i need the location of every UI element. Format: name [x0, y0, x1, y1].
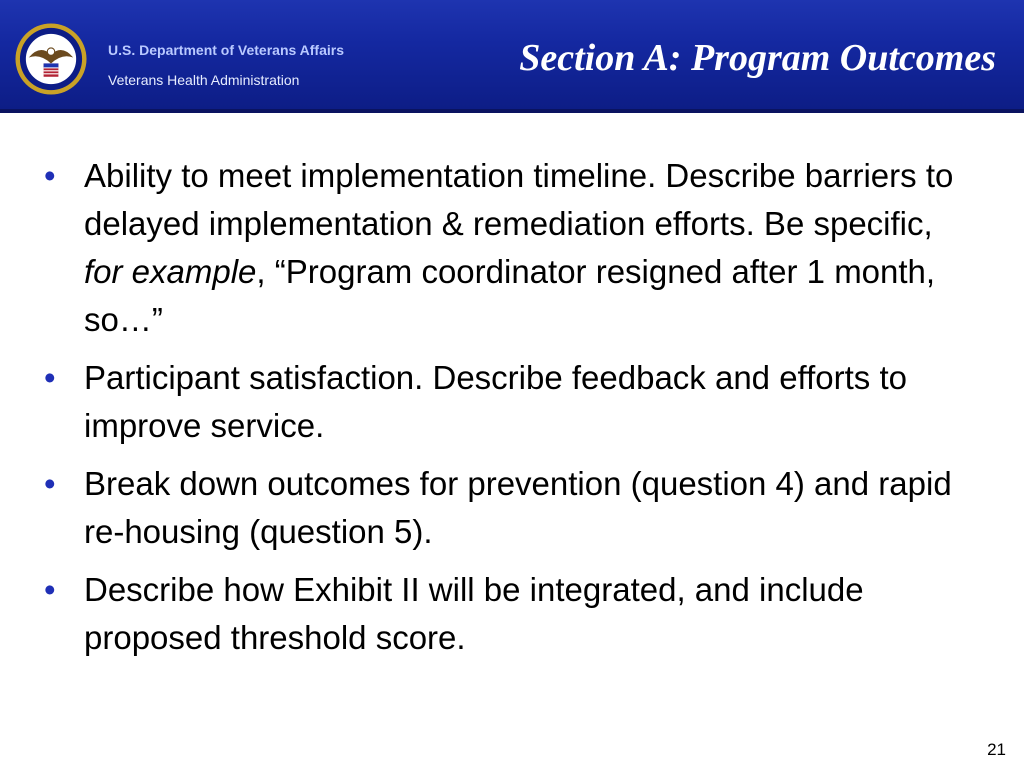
bullet-list: [44, 152, 974, 672]
bullet-dot-icon: •: [44, 359, 56, 396]
bullet-item: [44, 566, 974, 662]
bullet-dot-icon: •: [44, 571, 56, 608]
bullet-text: Participant satisfaction. Describe feedback and efforts to improve service.: [84, 359, 908, 444]
page-number: 21: [987, 740, 1006, 759]
bullet-dot-icon: •: [44, 465, 56, 502]
org-title: U.S. Department of Veterans Affairs: [108, 42, 344, 58]
bullet-text: Describe how Exhibit II will be integrated, and include proposed threshold score.: [84, 571, 864, 656]
bullet-text: Ability to meet implementation timeline. Describe barriers to delayed implementation & remediation efforts. Be specific,: [84, 157, 954, 242]
slide-title: Section A: Program Outcomes: [519, 37, 996, 79]
bullet-italic-text: for example: [84, 253, 257, 290]
bullet-item: [44, 354, 974, 450]
bullet-item: [44, 460, 974, 556]
bullet-text: , “Program coordinator resigned after 1 month, so…”: [84, 253, 936, 338]
va-seal-icon: [14, 22, 88, 96]
org-subtitle: Veterans Health Administration: [108, 72, 300, 88]
bullet-text: Break down outcomes for prevention (question 4) and rapid re-housing (question 5).: [84, 465, 952, 550]
header-band: [0, 0, 1024, 113]
bullet-dot-icon: •: [44, 157, 56, 194]
bullet-item: [44, 152, 974, 344]
